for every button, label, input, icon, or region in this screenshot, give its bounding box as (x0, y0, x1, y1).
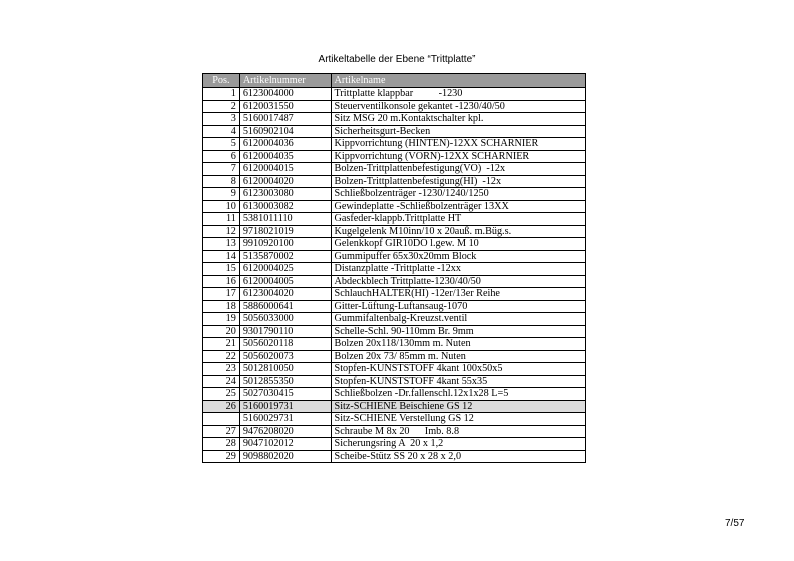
row-pos: 21 (203, 338, 240, 351)
row-article-name: Stopfen-KUNSTSTOFF 4kant 55x35 (331, 375, 585, 388)
row-pos: 17 (203, 288, 240, 301)
table-row (203, 300, 586, 313)
row-pos: 7 (203, 163, 240, 176)
table-row (203, 363, 586, 376)
row-pos: 5 (203, 138, 240, 151)
row-article-number: 5160019731 (239, 400, 331, 413)
row-article-name: Schließbolzenträger -1230/1240/1250 (331, 188, 585, 201)
table-row (203, 163, 586, 176)
parts-table (202, 73, 586, 463)
table-row (203, 175, 586, 188)
row-article-name: Sitz-SCHIENE Beischiene GS 12 (331, 400, 585, 413)
header-article-number: Artikelnummer (239, 74, 331, 88)
row-article-name: Gitter-Lüftung-Luftansaug-1070 (331, 300, 585, 313)
row-article-number: 9098802020 (239, 450, 331, 463)
row-article-name: Bolzen-Trittplattenbefestigung(VO) -12x (331, 163, 585, 176)
table-row (203, 425, 586, 438)
table-row (203, 313, 586, 326)
row-article-number: 5012855350 (239, 375, 331, 388)
row-pos: 9 (203, 188, 240, 201)
row-article-number: 5012810050 (239, 363, 331, 376)
row-pos: 24 (203, 375, 240, 388)
row-pos: 16 (203, 275, 240, 288)
row-article-name: Abdeckblech Trittplatte-1230/40/50 (331, 275, 585, 288)
row-article-name: Sicherheitsgurt-Becken (331, 125, 585, 138)
row-article-name: Kippvorrichtung (HINTEN)-12XX SCHARNIER (331, 138, 585, 151)
table-row (203, 275, 586, 288)
row-article-number: 6123004020 (239, 288, 331, 301)
row-article-number: 6120004015 (239, 163, 331, 176)
row-pos: 22 (203, 350, 240, 363)
row-article-name: Gummifaltenbalg-Kreuzst.ventil (331, 313, 585, 326)
row-article-number: 6123003080 (239, 188, 331, 201)
row-pos: 25 (203, 388, 240, 401)
row-pos: 2 (203, 100, 240, 113)
row-article-number: 9047102012 (239, 438, 331, 451)
table-row (203, 338, 586, 351)
row-article-name: Scheibe-Stütz SS 20 x 28 x 2,0 (331, 450, 585, 463)
row-pos: 27 (203, 425, 240, 438)
table-header-row (203, 74, 586, 88)
row-article-name: Gummipuffer 65x30x20mm Block (331, 250, 585, 263)
row-pos: 11 (203, 213, 240, 226)
table-row (203, 325, 586, 338)
row-article-number: 5056020073 (239, 350, 331, 363)
table-row (203, 438, 586, 451)
row-article-number: 5160902104 (239, 125, 331, 138)
row-article-name: Bolzen 20x118/130mm m. Nuten (331, 338, 585, 351)
row-article-name: Sitz MSG 20 m.Kontaktschalter kpl. (331, 113, 585, 126)
table-row (203, 350, 586, 363)
table-row (203, 225, 586, 238)
row-article-name: Schraube M 8x 20 Imb. 8.8 (331, 425, 585, 438)
row-pos: 12 (203, 225, 240, 238)
row-article-number: 5056033000 (239, 313, 331, 326)
row-article-number: 6120004025 (239, 263, 331, 276)
row-article-number: 9718021019 (239, 225, 331, 238)
row-article-number: 5160017487 (239, 113, 331, 126)
row-article-name: Distanzplatte -Trittplatte -12xx (331, 263, 585, 276)
table-row (203, 113, 586, 126)
table-row (203, 100, 586, 113)
row-article-number: 5135870002 (239, 250, 331, 263)
row-article-name: Kugelgelenk M10inn/10 x 20auß. m.Büg.s. (331, 225, 585, 238)
row-pos: 18 (203, 300, 240, 313)
row-pos: 10 (203, 200, 240, 213)
table-row (203, 250, 586, 263)
table-row (203, 375, 586, 388)
row-article-name: Schließbolzen -Dr.fallenschl.12x1x28 L=5 (331, 388, 585, 401)
row-pos: 20 (203, 325, 240, 338)
header-article-name: Artikelname (331, 74, 585, 88)
table-row (203, 263, 586, 276)
table-row (203, 200, 586, 213)
row-article-name: Gasfeder-klappb.Trittplatte HT (331, 213, 585, 226)
row-article-name: Gewindeplatte -Schließbolzenträger 13XX (331, 200, 585, 213)
table-row (203, 150, 586, 163)
row-article-name: Bolzen 20x 73/ 85mm m. Nuten (331, 350, 585, 363)
table-row (203, 188, 586, 201)
row-article-number: 9301790110 (239, 325, 331, 338)
row-article-number: 9910920100 (239, 238, 331, 251)
row-article-name: Kippvorrichtung (VORN)-12XX SCHARNIER (331, 150, 585, 163)
row-pos: 8 (203, 175, 240, 188)
table-row (203, 138, 586, 151)
row-article-name: SchlauchHALTER(HI) -12er/13er Reihe (331, 288, 585, 301)
row-article-number: 6120004005 (239, 275, 331, 288)
row-pos: 3 (203, 113, 240, 126)
table-row (203, 388, 586, 401)
row-pos: 13 (203, 238, 240, 251)
row-article-name: Gelenkkopf GIR10DO l.gew. M 10 (331, 238, 585, 251)
row-pos: 26 (203, 400, 240, 413)
row-article-number: 5027030415 (239, 388, 331, 401)
row-pos: 14 (203, 250, 240, 263)
table-row (203, 125, 586, 138)
row-article-number: 6123004000 (239, 88, 331, 101)
row-pos: 23 (203, 363, 240, 376)
row-article-name: Steuerventilkonsole gekantet -1230/40/50 (331, 100, 585, 113)
page-title: Artikeltabelle der Ebene “Trittplatte” (318, 54, 476, 65)
row-pos: 15 (203, 263, 240, 276)
row-article-number: 6120031550 (239, 100, 331, 113)
row-article-name: Schelle-Schl. 90-110mm Br. 9mm (331, 325, 585, 338)
row-article-number: 5886000641 (239, 300, 331, 313)
row-pos: 29 (203, 450, 240, 463)
table-body (203, 88, 586, 463)
row-article-number: 6120004035 (239, 150, 331, 163)
table-row (203, 213, 586, 226)
row-pos (203, 413, 240, 426)
table-row (203, 238, 586, 251)
table-row (203, 400, 586, 413)
row-article-name: Bolzen-Trittplattenbefestigung(HI) -12x (331, 175, 585, 188)
row-pos: 6 (203, 150, 240, 163)
row-article-name: Trittplatte klappbar -1230 (331, 88, 585, 101)
row-pos: 19 (203, 313, 240, 326)
row-article-number: 5056020118 (239, 338, 331, 351)
header-pos: Pos. (203, 74, 240, 88)
row-article-number: 5160029731 (239, 413, 331, 426)
row-pos: 28 (203, 438, 240, 451)
table-row (203, 413, 586, 426)
page-number: 7/57 (725, 518, 745, 529)
row-pos: 1 (203, 88, 240, 101)
row-article-number: 5381011110 (239, 213, 331, 226)
table-row (203, 288, 586, 301)
row-article-number: 6120004036 (239, 138, 331, 151)
row-article-name: Stopfen-KUNSTSTOFF 4kant 100x50x5 (331, 363, 585, 376)
row-article-number: 6130003082 (239, 200, 331, 213)
row-pos: 4 (203, 125, 240, 138)
table-row (203, 88, 586, 101)
row-article-name: Sitz-SCHIENE Verstellung GS 12 (331, 413, 585, 426)
row-article-name: Sicherungsring A 20 x 1,2 (331, 438, 585, 451)
table-row (203, 450, 586, 463)
row-article-number: 9476208020 (239, 425, 331, 438)
row-article-number: 6120004020 (239, 175, 331, 188)
